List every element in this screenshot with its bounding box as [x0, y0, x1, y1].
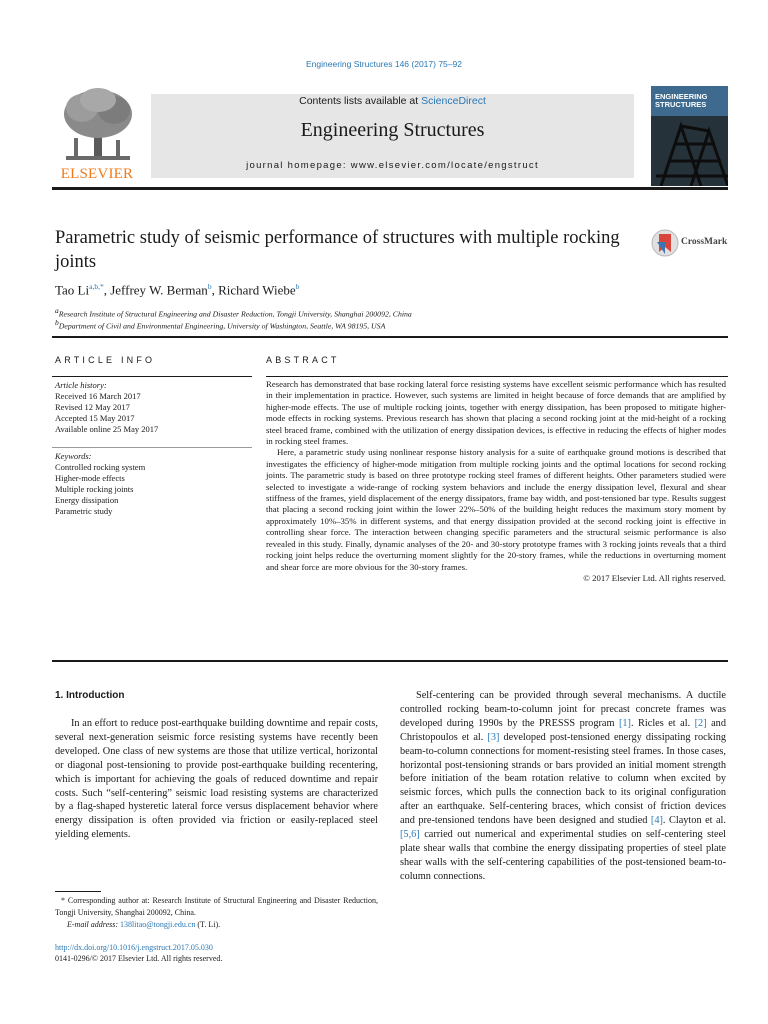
affiliation: $^b$Department of Civil and Environmental Engineering, University of Washington, Seattle, WA 98195, USA [55, 318, 386, 331]
keyword-item: Controlled rocking system [55, 462, 146, 472]
journal-banner [151, 94, 634, 178]
doi-block [55, 942, 378, 964]
history-label: Article history: [55, 380, 107, 390]
intro-left-column [55, 717, 378, 842]
contents-prefix: Contents lists available at [299, 95, 422, 107]
issn-line: 0141-0296/© 2017 Elsevier Ltd. All rights reserved. [55, 954, 223, 963]
abstract-heading: ABSTRACT [266, 355, 340, 365]
keyword-item: Parametric study [55, 506, 113, 516]
affiliation: $^a$Research Institute of Structural Engineering and Disaster Reduction, Tongji University, Shanghai 200092, China [55, 306, 412, 319]
footnote-marker: * [61, 896, 65, 905]
body-paragraph: In an effort to reduce post-earthquake building downtime and repair costs, several next-generation seismic force resisting systems have recently been developed. One class of new systems are those that utilize vertical, horizontal or diagonal post-tensioning to provide post-earthquake building recentering, which is important for achieving the goals of reduced downtime and repair costs. Such “self-centering” seismic load resisting systems are characterized by a flag-shaped hysteretic lateral force versus displacement behavior where energy dissipation is often provided via friction or easily-replaced steel yielding elements. [55, 718, 378, 841]
abstract-paragraph: Research has demonstrated that base rocking lateral force resisting systems have excellent seismic performance which has resulted in their implementation in practice. However, such systems are limited in height because of force demands that are amplified by higher-mode effects. The use of multiple rocking joints, together with energy dissipation, has been proposed to mitigate higher-mode effects in rocking systems. Previous research has shown that placing a second rocking joint at the mid-height of a rocking steel braced frame, combined with the utilization of energy dissipation devices, is effective in reducing the effects of higher modes in rocking steel frames. [266, 379, 726, 447]
email-link[interactable]: 138litao@tongji.edu.cn [120, 920, 196, 929]
author-name[interactable]: , Jeffrey W. Berman [103, 282, 208, 298]
doi-link[interactable]: http://dx.doi.org/10.1016/j.engstruct.2017.05.030 [55, 943, 213, 952]
reference-link[interactable]: [1] [618, 717, 631, 729]
abstract-rule [266, 376, 728, 377]
keyword-item: Multiple rocking joints [55, 484, 134, 494]
contents-line [151, 95, 634, 107]
elsevier-logo[interactable] [52, 86, 144, 186]
section-heading: 1. Introduction [55, 690, 125, 701]
publisher-name: ELSEVIER [60, 166, 134, 182]
author-marks[interactable]: a,b,* [89, 282, 104, 291]
journal-homepage[interactable]: journal homepage: www.elsevier.com/locate/engstruct [246, 160, 539, 171]
author-name[interactable]: Tao Li [55, 282, 90, 298]
crossmark-icon [651, 228, 679, 258]
journal-cover[interactable] [651, 86, 728, 186]
article-history [55, 380, 251, 435]
crossmark-badge[interactable] [651, 228, 731, 262]
article-title: Parametric study of seismic performance of structures with multiple rocking joints [55, 228, 620, 272]
reference-link[interactable]: [5,6] [400, 829, 420, 841]
corresponding-footnote: * Corresponding author at: Research Institute of Structural Engineering and Disaster Reduction, Tongji University, Shanghai 200092, China. E-mail address: 138litao@tongji.edu.cn (T. Li). [55, 896, 379, 929]
masthead-divider [52, 187, 728, 190]
author-name[interactable]: , Richard Wiebe [211, 282, 296, 298]
author-marks[interactable]: b [295, 282, 300, 291]
history-item: Received 16 March 2017 [55, 391, 141, 401]
keyword-item: Higher-mode effects [55, 473, 125, 483]
journal-citation[interactable]: Engineering Structures 146 (2017) 75–92 [306, 59, 462, 69]
abstract-paragraph: Here, a parametric study using nonlinear response history analysis for a suite of earthquake ground motions is described that investigates the efficiency of higher-mode mitigation from multiple rocking joints and the optimal locations for second rocking joints. The parametric study is based on three prototype rocking steel frames of different heights. Other parameters studied were selected to investigate a wide-range of rocking system behaviors and include the energy dissipation level, flexural and shear stiffness of the frames, yield displacement of the energy dissipators, frame bay width, and post-tensioned bar type. Results suggest that placing a second rocking joint within the lower 22%–50% of the building height reduces the maximum story moment by approximately 10%–35% in different systems, and that energy dissipation provided at the second rocking joint is effective in controlling shear force. The interaction between changing specific parameters and the structural seismic performance is also revealed in this study. Finally, dynamic analyses of the 20- and 30-story prototype frames with 3 rocking joints reveals that a third rocking joint helps reduce the overturning moment slightly for the 20-story frames, while the reductions in overturning moment and shear force are more obvious for the 30-story frames. [266, 447, 726, 572]
article-info-rule [52, 376, 252, 377]
keyword-item: Energy dissipation [55, 495, 119, 505]
sciencedirect-link[interactable]: ScienceDirect [421, 95, 486, 107]
history-item: Accepted 15 May 2017 [55, 413, 135, 423]
keywords-rule [52, 447, 252, 448]
keywords [55, 451, 251, 517]
journal-name: Engineering Structures [300, 119, 485, 141]
elsevier-tree-icon [52, 86, 144, 166]
abstract-body [266, 379, 726, 584]
intro-right-column [400, 689, 726, 884]
history-item: Available online 25 May 2017 [55, 424, 159, 434]
crossmark-label: CrossMark [681, 237, 728, 247]
reference-link[interactable]: [2] [694, 717, 707, 729]
history-item: Revised 12 May 2017 [55, 402, 130, 412]
reference-link[interactable]: [3] [487, 731, 500, 743]
journal-masthead [52, 86, 728, 186]
reference-link[interactable]: [4] [650, 815, 663, 827]
body-paragraph: Self-centering can be provided through several mechanisms. A ductile controlled rocking beam-to-column joint for precast concrete frames was developed during 1990s by the PRESSS program [1]. Ricles et al. [2] and Christopoulos et al. [3] developed post-tensioned energy dissipating rocking beam-to-column connections for moment-resisting steel frames. In those cases, horizontal post-tensioning strands or bars provided an initial moment strength before initiation of the beam rotation relative to column when excited by seismic forces, which pulls the connection back to its original configuration after an earthquake. Self-centering braces, which consist of friction devices and pre-tensioned tendons have been designed and studied [4]. Clayton et al. [5,6] carried out numerical and experimental studies on self-centering steel plate shear walls that combine the energy dissipating properties of steel plate shear walls with the self-centering capabilities of the post-tensioned beam-to-column connections. [400, 690, 726, 882]
abstract-divider [52, 660, 728, 662]
abstract-copyright: © 2017 Elsevier Ltd. All rights reserved. [583, 572, 726, 583]
footnote-rule [55, 891, 101, 892]
author-list [55, 282, 299, 298]
article-info-heading: ARTICLE INFO [55, 355, 156, 365]
email-label: E-mail address: [67, 920, 121, 929]
author-marks[interactable]: b [207, 282, 212, 291]
cover-title: ENGINEERING STRUCTURES [655, 92, 708, 109]
header-divider [52, 336, 728, 338]
keywords-label: Keywords: [55, 451, 92, 461]
